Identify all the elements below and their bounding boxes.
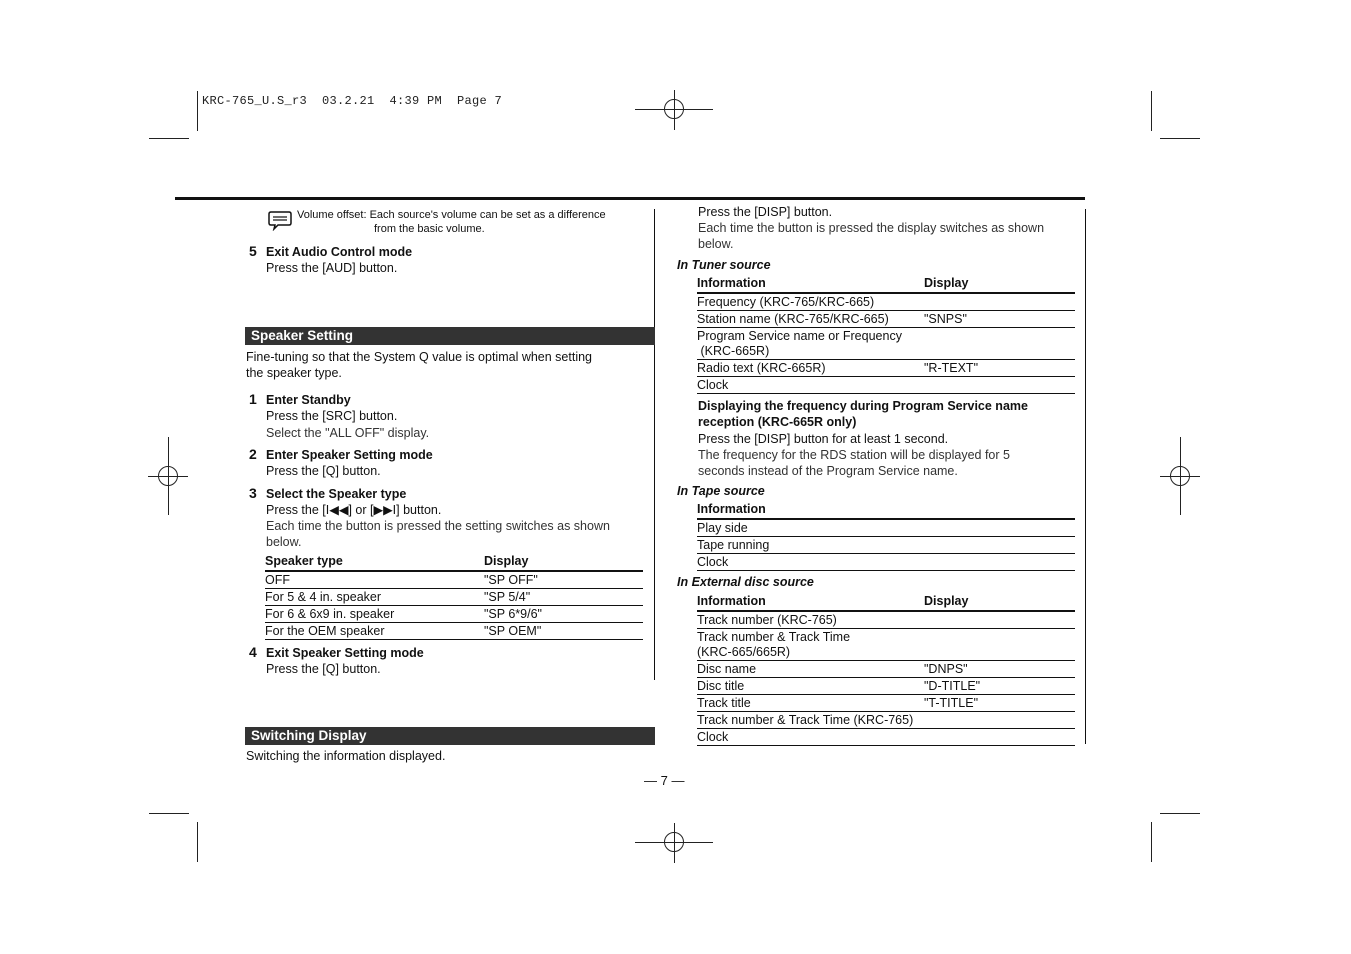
table-cell: "SP 6*9/6": [484, 607, 542, 621]
column-divider: [654, 209, 655, 680]
tape-table: [697, 501, 1075, 571]
table-row: [697, 311, 1075, 328]
intro-line-2: the speaker type.: [246, 366, 342, 380]
table-row: [265, 589, 643, 606]
crop-mark: [149, 138, 189, 139]
step-subtext: Each time the button is pressed the setting switches as shown: [266, 519, 610, 533]
table-row: [697, 360, 1075, 377]
table-cell: "D-TITLE": [924, 679, 981, 693]
column-header: Information: [697, 594, 766, 608]
column-header: Information: [697, 276, 766, 290]
section-heading-switching-display: Switching Display: [245, 727, 655, 745]
registration-mark: [148, 437, 188, 515]
table-cell: [924, 378, 1075, 393]
column-header: Display: [924, 276, 969, 290]
table-cell: For the OEM speaker: [265, 624, 385, 638]
freq-note-text: Press the [DISP] button for at least 1 second.: [698, 432, 949, 446]
step-title: Exit Audio Control mode: [266, 245, 413, 259]
section-heading-speaker-setting: Speaker Setting: [245, 327, 655, 345]
freq-note-title: Displaying the frequency during Program Service name: [698, 399, 1028, 413]
step-number: 3: [249, 485, 257, 501]
table-cell: Track title: [697, 696, 751, 710]
speaker-type-table: [265, 553, 643, 640]
table-cell: [924, 713, 1075, 728]
crop-mark: [1160, 138, 1200, 139]
column-header: Display: [924, 594, 969, 608]
table-row: [265, 572, 643, 589]
table-cell: Track number & Track Time: [697, 630, 851, 644]
crop-mark: [149, 813, 189, 814]
table-header: [697, 275, 1075, 294]
table-row: [697, 661, 1075, 678]
table-cell: Tape running: [697, 538, 770, 552]
step-number: 2: [249, 446, 257, 462]
table-row: [265, 623, 643, 640]
step-text: Press the [I◀◀] or [▶▶I] button.: [266, 503, 442, 517]
table-cell: "T-TITLE": [924, 696, 979, 710]
table-header: [697, 501, 1075, 520]
step-text: Press the [Q] button.: [266, 464, 381, 478]
column-header: Speaker type: [265, 554, 343, 568]
table-cell: Clock: [697, 730, 729, 744]
table-cell: "SP OEM": [484, 624, 542, 638]
freq-note-subtext: seconds instead of the Program Service name.: [698, 464, 958, 478]
disp-subtext: below.: [698, 237, 734, 251]
registration-mark: [635, 823, 713, 863]
column-divider: [1085, 209, 1086, 744]
table-cell: OFF: [265, 573, 290, 587]
step-text: Press the [Q] button.: [266, 662, 381, 676]
registration-mark: [635, 90, 713, 130]
table-cell: "SNPS": [924, 312, 967, 326]
table-cell: Disc title: [697, 679, 745, 693]
table-cell: (KRC-665R): [697, 344, 770, 358]
step-text: Press the [AUD] button.: [266, 261, 398, 275]
table-row: [697, 520, 1075, 537]
table-cell: Track number & Track Time (KRC-765): [697, 713, 914, 727]
freq-note-title: reception (KRC-665R only): [698, 415, 857, 429]
step-number: 5: [249, 243, 257, 259]
table-row: [697, 629, 1075, 661]
note-icon: [268, 209, 292, 231]
table-row: [697, 612, 1075, 629]
table-cell: Disc name: [697, 662, 757, 676]
column-header: Display: [484, 554, 529, 568]
intro-line-1: Fine-tuning so that the System Q value is optimal when setting: [246, 350, 593, 364]
table-cell: For 5 & 4 in. speaker: [265, 590, 382, 604]
subheading-tape: In Tape source: [677, 484, 765, 498]
note-line-1: Volume offset: Each source's volume can be set as a difference: [297, 209, 606, 221]
step-subtext: below.: [266, 535, 302, 549]
table-cell: "SP 5/4": [484, 590, 531, 604]
table-row: [697, 537, 1075, 554]
step-text: Press the [SRC] button.: [266, 409, 398, 423]
step-title: Exit Speaker Setting mode: [266, 646, 424, 660]
column-header: Information: [697, 502, 766, 516]
table-header: [265, 553, 643, 572]
step-title: Enter Standby: [266, 393, 351, 407]
freq-note-subtext: The frequency for the RDS station will be displayed for 5: [698, 448, 1010, 462]
note-line-2: from the basic volume.: [374, 223, 485, 235]
registration-mark: [1160, 437, 1200, 515]
step-title: Select the Speaker type: [266, 487, 407, 501]
crop-mark: [1160, 813, 1200, 814]
table-cell: Radio text (KRC-665R): [697, 361, 826, 375]
crop-mark: [1151, 822, 1152, 862]
table-header: [697, 593, 1075, 612]
subheading-disc: In External disc source: [677, 575, 814, 589]
table-cell: Clock: [697, 378, 729, 392]
table-cell: "SP OFF": [484, 573, 538, 587]
table-cell: For 6 & 6x9 in. speaker: [265, 607, 395, 621]
subheading-tuner: In Tuner source: [677, 258, 771, 272]
crop-mark: [1151, 91, 1152, 131]
table-cell: Program Service name or Frequency: [697, 329, 902, 343]
crop-mark: [197, 91, 198, 131]
crop-mark: [197, 822, 198, 862]
table-row: [697, 294, 1075, 311]
step-title: Enter Speaker Setting mode: [266, 448, 433, 462]
table-cell: Station name (KRC-765/KRC-665): [697, 312, 889, 326]
table-cell: Track number (KRC-765): [697, 613, 837, 627]
disc-table: [697, 593, 1075, 746]
table-cell: Clock: [697, 555, 729, 569]
table-cell: (KRC-665/665R): [697, 645, 791, 659]
table-row: [697, 695, 1075, 712]
table-row: [265, 606, 643, 623]
top-rule: [175, 197, 1085, 200]
table-cell: [924, 613, 1075, 628]
table-row: [697, 377, 1075, 394]
table-row: [697, 328, 1075, 360]
table-cell: "DNPS": [924, 662, 968, 676]
step-number: 4: [249, 644, 257, 660]
table-row: [697, 712, 1075, 729]
file-stamp: KRC-765_U.S_r3 03.2.21 4:39 PM Page 7: [202, 94, 503, 108]
step-number: 1: [249, 391, 257, 407]
switching-intro: Switching the information displayed.: [246, 749, 446, 763]
table-row: [697, 729, 1075, 746]
table-cell: Frequency (KRC-765/KRC-665): [697, 295, 875, 309]
disp-press-text: Press the [DISP] button.: [698, 205, 833, 219]
table-row: [697, 554, 1075, 571]
tuner-table: [697, 275, 1075, 394]
table-cell: [924, 730, 1075, 745]
table-cell: Play side: [697, 521, 748, 535]
table-cell: "R-TEXT": [924, 361, 979, 375]
disp-subtext: Each time the button is pressed the display switches as shown: [698, 221, 1045, 235]
table-cell: [924, 295, 1075, 310]
page-number: — 7 —: [644, 773, 685, 788]
step-subtext: Select the "ALL OFF" display.: [266, 426, 430, 440]
table-row: [697, 678, 1075, 695]
